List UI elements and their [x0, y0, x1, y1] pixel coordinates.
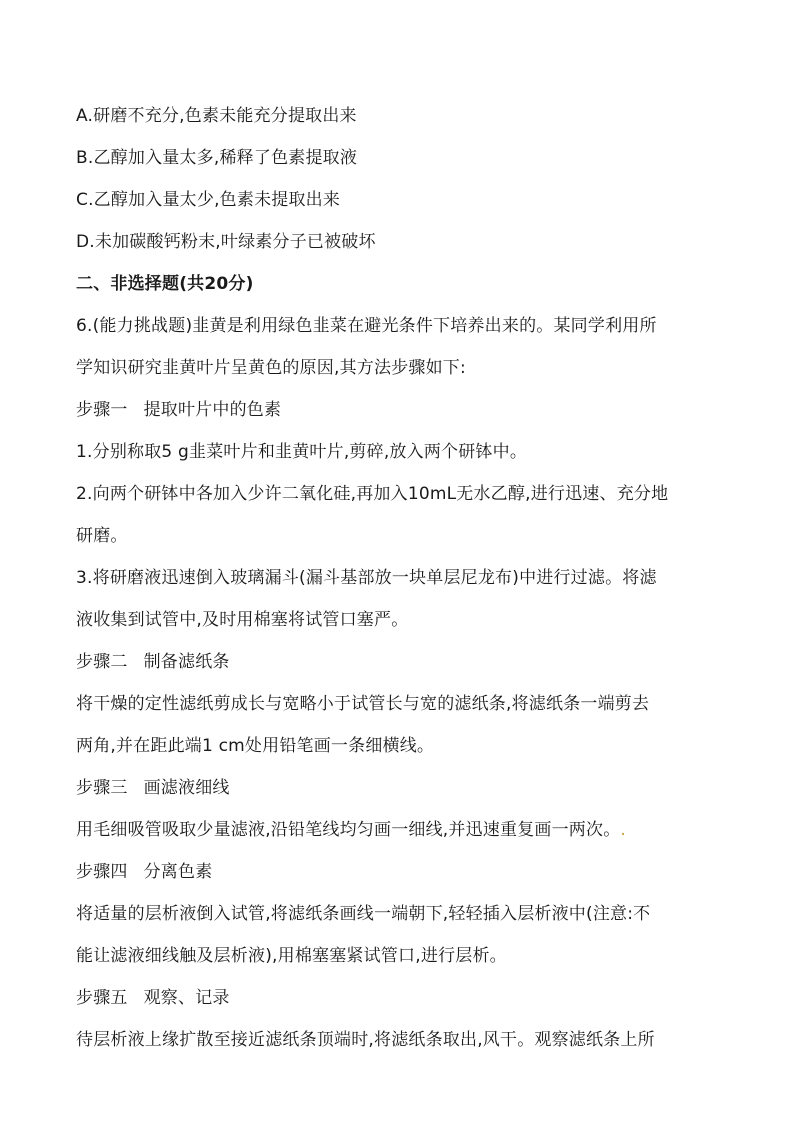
step2-heading	[76, 650, 756, 674]
question-line-1: 6.(能力挑战题)韭黄是利用绿色韭菜在避光条件下培养出来的。某同学利用所	[76, 316, 657, 336]
step3-heading	[76, 776, 756, 800]
step4-title: 分离色素	[143, 862, 213, 882]
option-b: B.乙醇加入量太多,稀释了色素提取液	[76, 148, 358, 168]
step3-title: 画滤液细线	[143, 778, 230, 798]
step1-item-2-line-1: 2.向两个研钵中各加入少许二氧化硅,再加入10mL无水乙醇,进行迅速、充分地	[76, 484, 669, 504]
step4-line-1: 将适量的层析液倒入试管,将滤纸条画线一端朝下,轻轻插入层析液中(注意:不	[76, 904, 651, 924]
step2-title: 制备滤纸条	[143, 652, 230, 672]
step3-mark: .	[620, 820, 627, 840]
step5-title: 观察、记录	[143, 988, 230, 1008]
step1-item-3-line-1: 3.将研磨液迅速倒入玻璃漏斗(漏斗基部放一块单层尼龙布)中进行过滤。将滤	[76, 568, 657, 588]
step1-heading	[76, 398, 756, 422]
option-d: D.未加碳酸钙粉末,叶绿素分子已被破坏	[76, 232, 376, 252]
option-a: A.研磨不充分,色素未能充分提取出来	[76, 106, 357, 126]
step5-line-1: 待层析液上缘扩散至接近滤纸条顶端时,将滤纸条取出,风干。观察滤纸条上所	[76, 1030, 655, 1050]
step3-text: 用毛细吸管吸取少量滤液,沿铅笔线均匀画一细线,并迅速重复画一两次。	[76, 820, 621, 840]
step4-label: 步骤四	[76, 862, 128, 882]
step2-line-1: 将干燥的定性滤纸剪成长与宽略小于试管长与宽的滤纸条,将滤纸条一端剪去	[76, 694, 650, 714]
option-c: C.乙醇加入量太少,色素未提取出来	[76, 190, 341, 210]
step1-item-2-line-2: 研磨。	[76, 526, 128, 546]
step4-heading	[76, 860, 756, 884]
step5-label: 步骤五	[76, 988, 128, 1008]
step2-label: 步骤二	[76, 652, 128, 672]
step3-label: 步骤三	[76, 778, 128, 798]
step5-heading	[76, 986, 756, 1010]
question-line-2: 学知识研究韭黄叶片呈黄色的原因,其方法步骤如下:	[76, 358, 466, 378]
step1-label: 步骤一	[76, 400, 128, 420]
step4-line-2: 能让滤液细线触及层析液),用棉塞塞紧试管口,进行层析。	[76, 946, 507, 966]
step3-line-1	[76, 818, 756, 842]
step2-line-2: 两角,并在距此端1 cm处用铅笔画一条细横线。	[76, 736, 435, 756]
section-title: 二、非选择题(共20分)	[76, 274, 254, 294]
step1-item-3-line-2: 液收集到试管中,及时用棉塞将试管口塞严。	[76, 610, 409, 630]
step1-title: 提取叶片中的色素	[143, 400, 282, 420]
step1-item-1: 1.分别称取5 g韭菜叶片和韭黄叶片,剪碎,放入两个研钵中。	[76, 442, 528, 462]
